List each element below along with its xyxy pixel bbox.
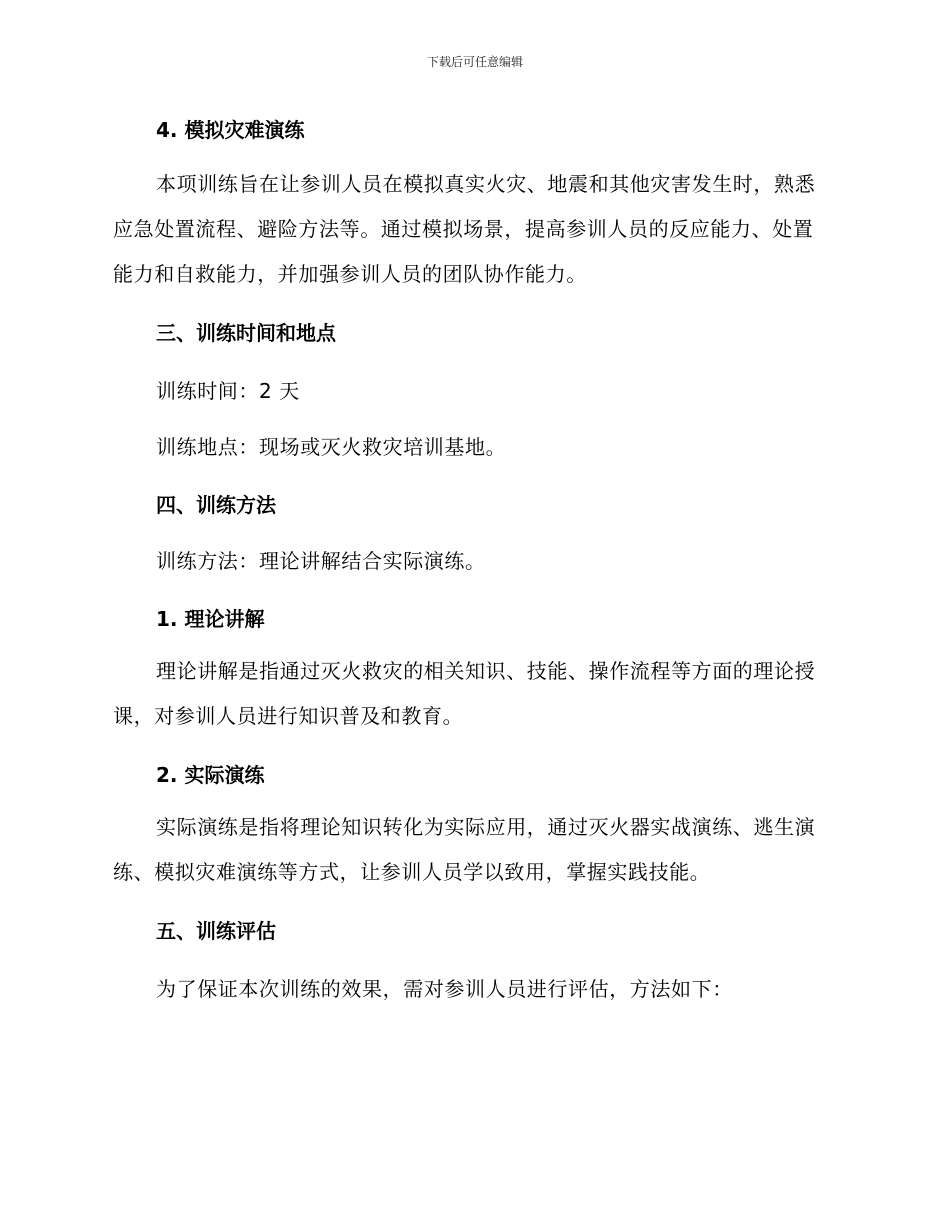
simulated-disaster-drill-paragraph: 本项训练旨在让参训人员在模拟真实火灾、地震和其他灾害发生时，熟悉应急处置流程、避险方法等。通过模拟场景，提高参训人员的反应能力、处置能力和自救能力，并加强参训人员的团队协作能力。 <box>113 172 816 286</box>
section-heading-training-method: 四、训练方法 <box>156 493 276 517</box>
section-heading-practical-drill: 2. 实际演练 <box>156 763 265 787</box>
training-place-line: 训练地点：现场或灭火救灾培训基地。 <box>156 435 507 459</box>
section-heading-theory-lecture: 1. 理论讲解 <box>156 607 265 631</box>
section-heading-simulated-disaster-drill: 4. 模拟灾难演练 <box>156 118 305 142</box>
evaluation-intro-line: 为了保证本次训练的效果，需对参训人员进行评估，方法如下： <box>156 977 733 1001</box>
section-heading-time-and-place: 三、训练时间和地点 <box>156 321 336 345</box>
document-body <box>113 112 833 1003</box>
training-method-line: 训练方法：理论讲解结合实际演练。 <box>156 549 486 573</box>
training-time-line: 训练时间：2 天 <box>156 379 300 403</box>
section-heading-training-evaluation: 五、训练评估 <box>156 919 276 943</box>
practical-drill-paragraph: 实际演练是指将理论知识转化为实际应用，通过灭火器实战演练、逃生演练、模拟灾难演练等方式，让参训人员学以致用，掌握实践技能。 <box>113 815 816 884</box>
theory-lecture-paragraph: 理论讲解是指通过灭火救灾的相关知识、技能、操作流程等方面的理论授课，对参训人员进行知识普及和教育。 <box>113 659 816 728</box>
header-note: 下载后可任意编辑 <box>426 55 523 69</box>
